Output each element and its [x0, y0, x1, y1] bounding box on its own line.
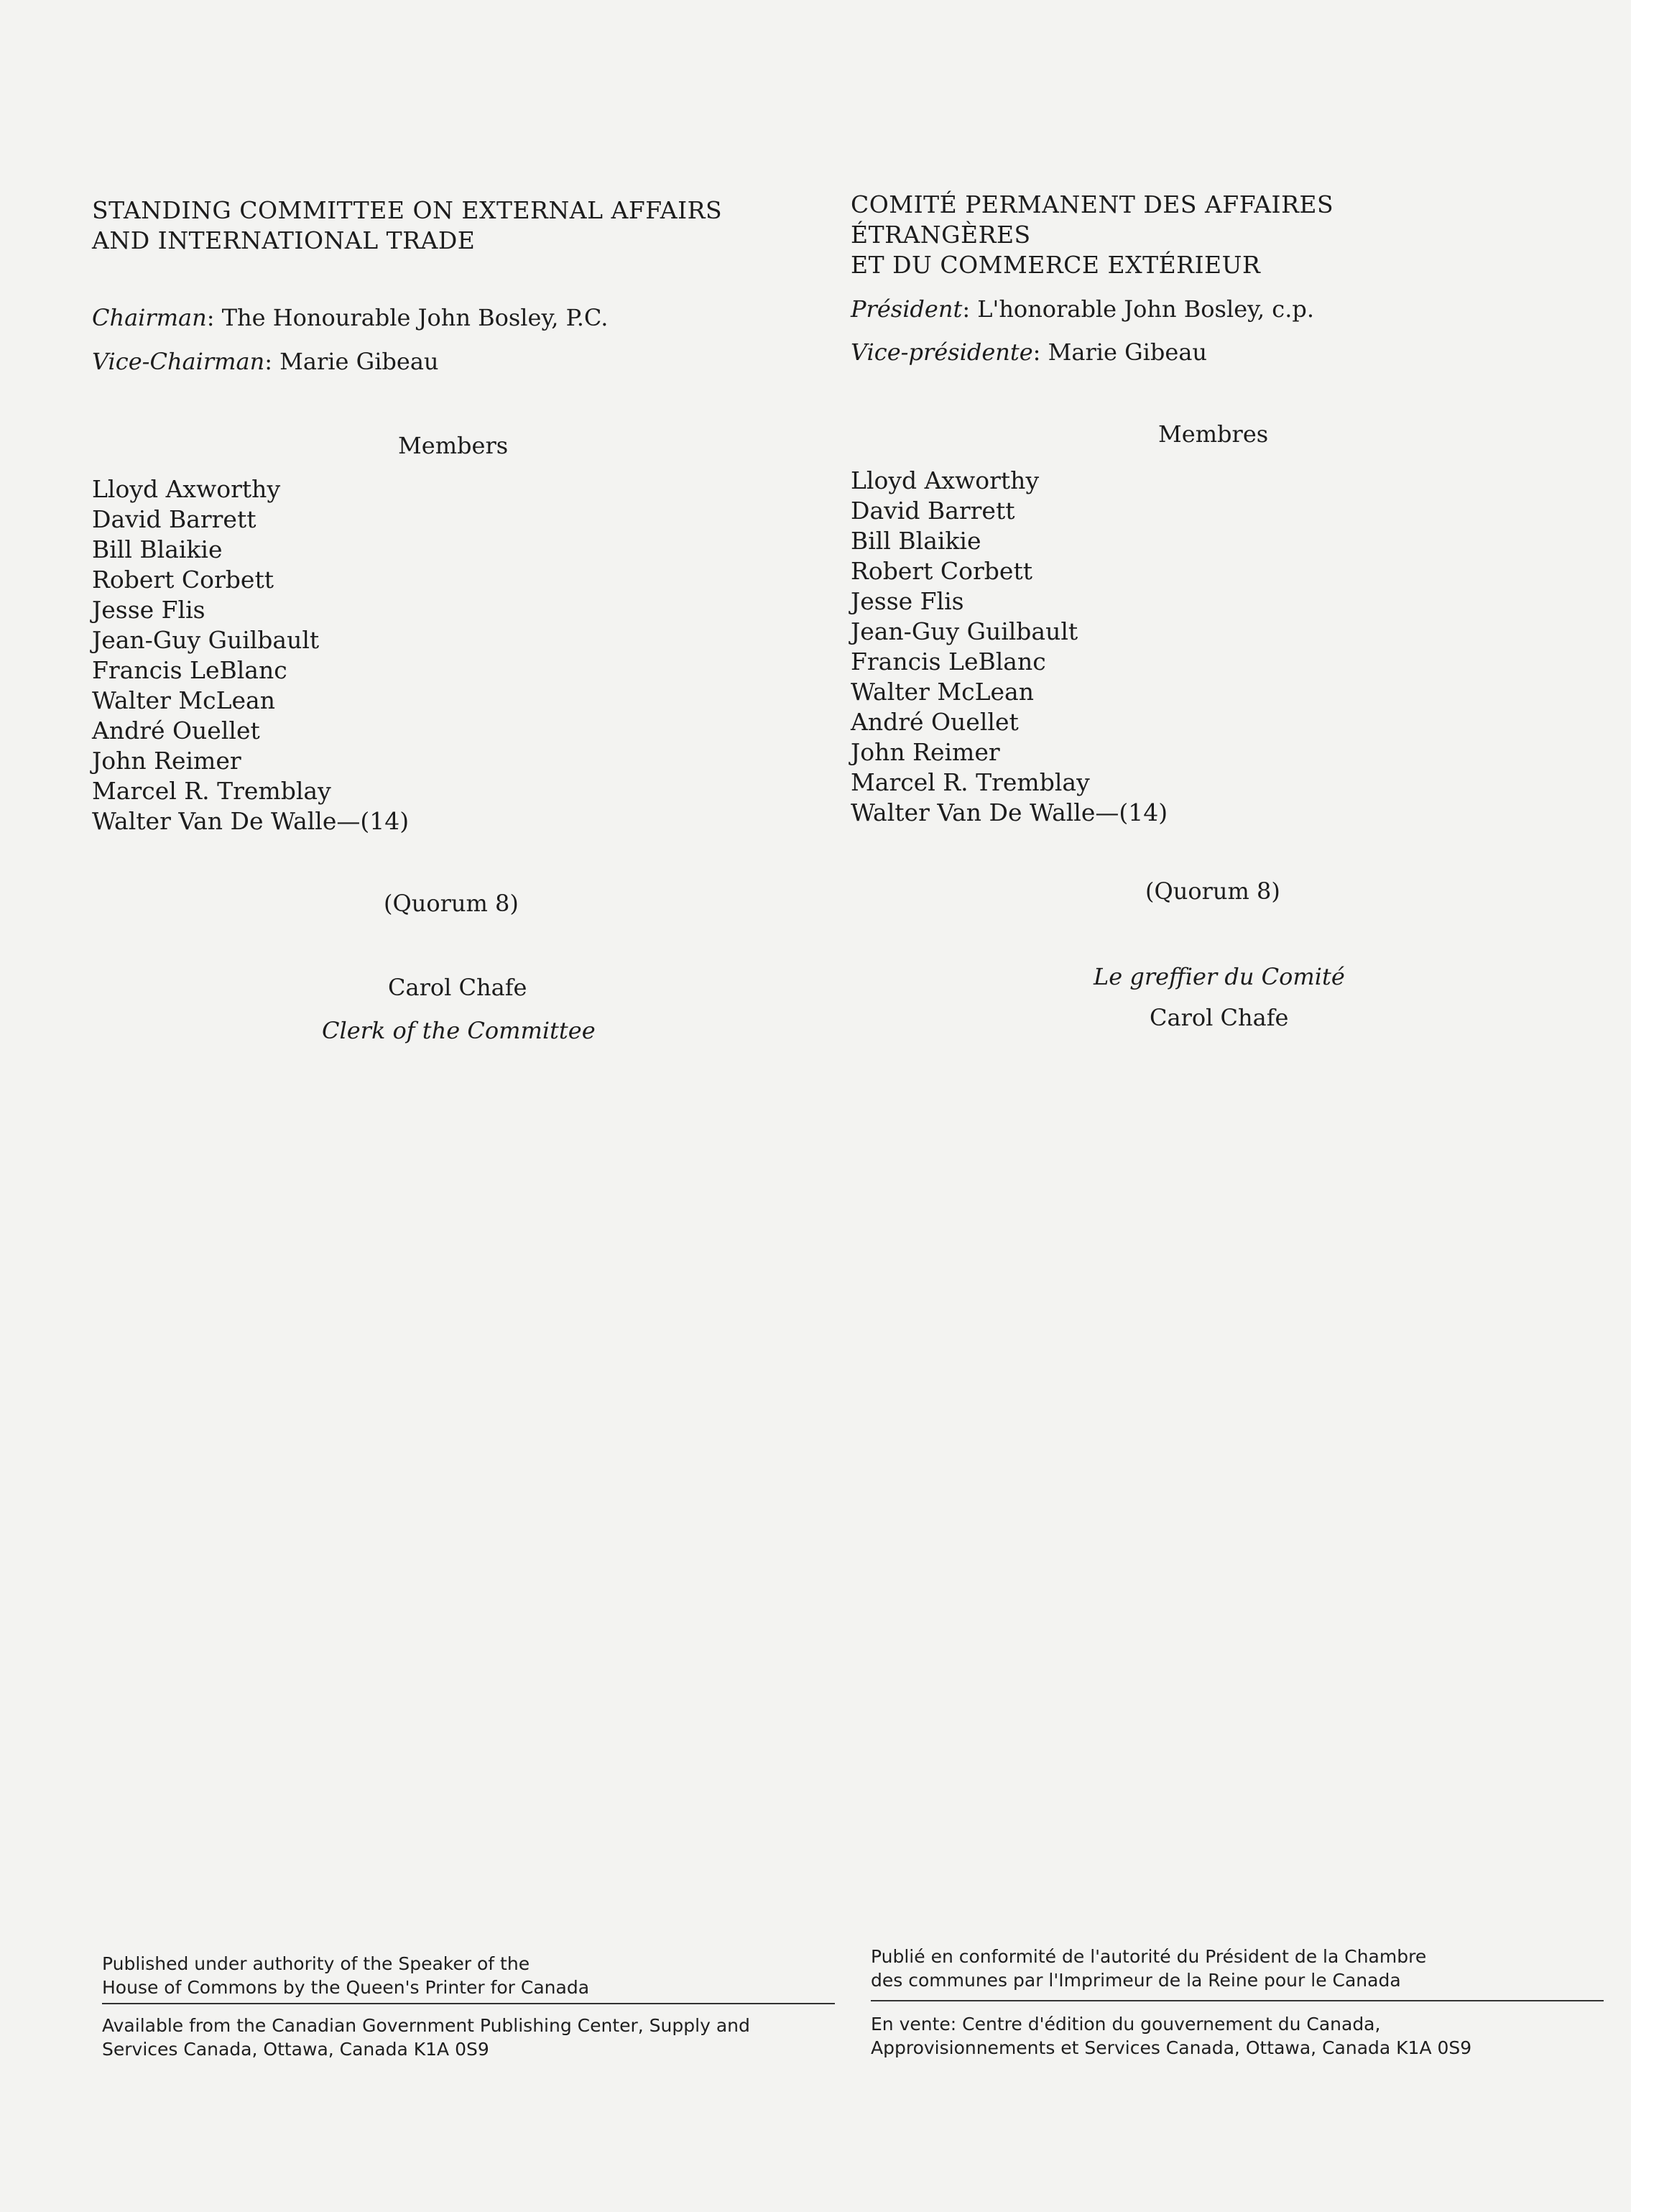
member-name: Marcel R. Tremblay: [851, 768, 1090, 796]
publication-line: House of Commons by the Queen's Printer for Canada: [102, 1977, 590, 1998]
clerk-name-en: Carol Chafe: [388, 974, 527, 1001]
member-name: John Reimer: [851, 738, 1000, 766]
availability-line: En vente: Centre d'édition du gouvernement du Canada,: [871, 2014, 1381, 2034]
member-name: Jesse Flis: [92, 596, 205, 624]
publication-notice-en: [102, 1952, 589, 1999]
member-name: Lloyd Axworthy: [851, 466, 1040, 494]
publication-line: Publié en conformité de l'autorité du Président de la Chambre: [871, 1946, 1427, 1967]
member-name: Robert Corbett: [92, 566, 274, 594]
member-name: André Ouellet: [92, 716, 260, 745]
member-name: Walter Van De Walle—(14): [92, 807, 410, 835]
vice-chairman-label: Vice-présidente: [851, 338, 1033, 366]
heading-line: ET DU COMMERCE EXTÉRIEUR: [851, 251, 1261, 279]
availability-line: Approvisionnements et Services Canada, Ottawa, Canada K1A 0S9: [871, 2037, 1472, 2058]
member-name: Jean-Guy Guilbault: [92, 626, 320, 654]
publication-line: des communes par l'Imprimeur de la Reine pour le Canada: [871, 1970, 1401, 1991]
footer-divider-en: [102, 2003, 835, 2004]
publication-line: Published under authority of the Speaker of the: [102, 1953, 530, 1974]
member-name: Bill Blaikie: [851, 527, 981, 555]
chairman-label: Chairman: [92, 304, 207, 331]
committee-heading-en: [92, 195, 722, 256]
availability-line: Available from the Canadian Government Publishing Center, Supply and: [102, 2015, 750, 2036]
chairman-name: : L'honorable John Bosley, c.p.: [962, 295, 1315, 323]
member-list-en: [92, 474, 409, 837]
heading-line: ÉTRANGÈRES: [851, 221, 1031, 249]
clerk-title-fr: Le greffier du Comité: [1094, 963, 1345, 990]
clerk-name-fr: Carol Chafe: [1150, 1004, 1289, 1031]
vice-chairman-line-en: [92, 347, 439, 376]
member-name: David Barrett: [851, 497, 1015, 525]
footer-divider-fr: [871, 2000, 1604, 2001]
member-name: André Ouellet: [851, 708, 1019, 736]
heading-line: COMITÉ PERMANENT DES AFFAIRES: [851, 190, 1334, 218]
member-name: Bill Blaikie: [92, 535, 223, 563]
quorum-en: (Quorum 8): [384, 890, 519, 917]
committee-heading-fr: [851, 190, 1333, 280]
member-name: John Reimer: [92, 747, 241, 775]
publication-notice-fr: [871, 1945, 1426, 1992]
members-title-en: Members: [398, 432, 509, 459]
member-name: Walter McLean: [92, 686, 275, 714]
availability-line: Services Canada, Ottawa, Canada K1A 0S9: [102, 2039, 489, 2060]
chairman-label: Président: [851, 295, 963, 323]
member-list-fr: [851, 466, 1168, 828]
member-name: Jesse Flis: [851, 587, 964, 615]
member-name: Walter McLean: [851, 678, 1034, 706]
chairman-line-en: [92, 303, 608, 332]
vice-chairman-name: : Marie Gibeau: [1032, 338, 1207, 366]
quorum-fr: (Quorum 8): [1145, 877, 1280, 905]
availability-notice-en: [102, 2014, 750, 2061]
member-name: Marcel R. Tremblay: [92, 777, 331, 805]
member-name: Robert Corbett: [851, 557, 1032, 585]
clerk-title-en: Clerk of the Committee: [322, 1017, 596, 1044]
chairman-name: : The Honourable John Bosley, P.C.: [206, 304, 609, 331]
heading-line: AND INTERNATIONAL TRADE: [92, 226, 476, 254]
member-name: Francis LeBlanc: [851, 648, 1046, 676]
chairman-line-fr: [851, 295, 1314, 323]
vice-chairman-line-fr: [851, 338, 1207, 367]
vice-chairman-label: Vice-Chairman: [92, 348, 265, 375]
page-right-edge: [1631, 0, 1664, 2212]
members-title-fr: Membres: [1158, 420, 1269, 448]
heading-line: STANDING COMMITTEE ON EXTERNAL AFFAIRS: [92, 196, 723, 224]
vice-chairman-name: : Marie Gibeau: [264, 348, 439, 375]
member-name: Jean-Guy Guilbault: [851, 617, 1078, 645]
member-name: Walter Van De Walle—(14): [851, 798, 1168, 826]
member-name: Francis LeBlanc: [92, 656, 287, 684]
member-name: Lloyd Axworthy: [92, 475, 281, 503]
member-name: David Barrett: [92, 505, 256, 533]
availability-notice-fr: [871, 2012, 1471, 2060]
